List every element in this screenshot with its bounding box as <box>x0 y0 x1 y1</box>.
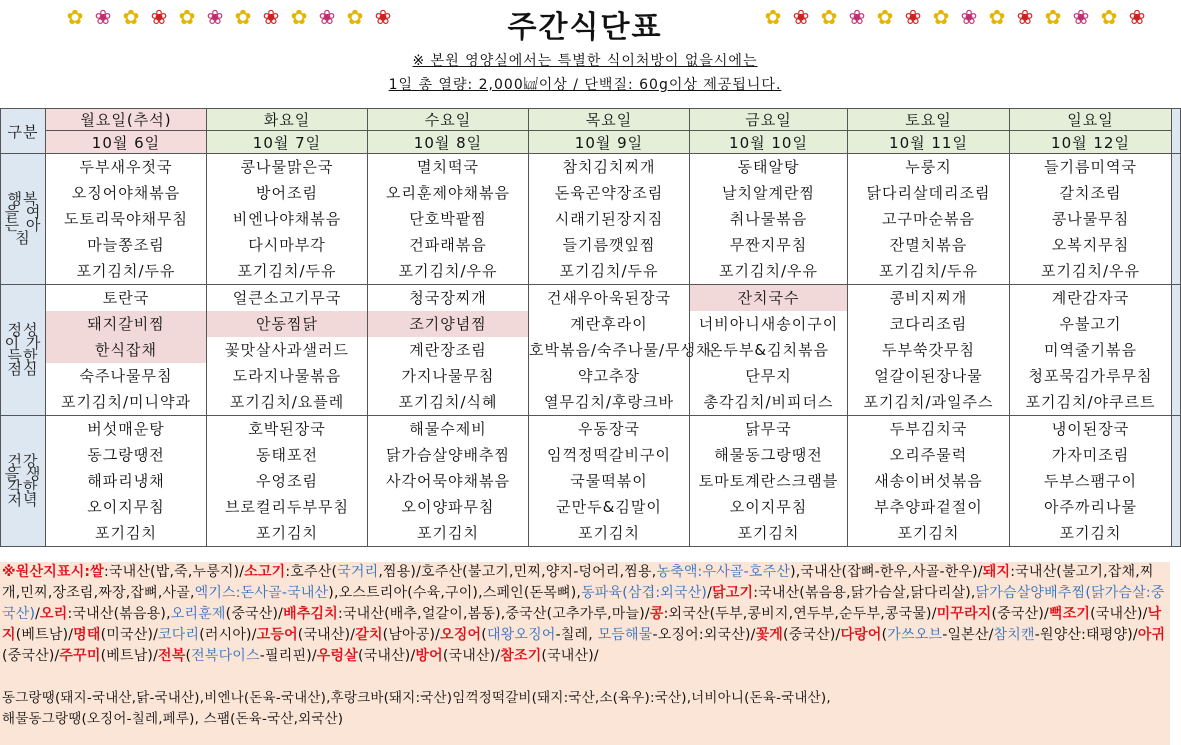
day-name: 토요일 <box>848 109 1010 131</box>
origin-segment: :국내산(밥,죽,누룽지)/ <box>103 564 245 580</box>
day-date: 10월 12일 <box>1010 131 1172 154</box>
menu-item: 두부새우젓국 <box>46 154 207 181</box>
menu-item: 단호박팥찜 <box>368 206 529 232</box>
menu-item: 두부쑥갓무침 <box>848 337 1010 363</box>
day-name: 목요일 <box>529 109 690 131</box>
page-header <box>0 0 1180 108</box>
menu-item: 토마토계란스크램블 <box>690 468 848 494</box>
menu-item: 사각어묵야채볶음 <box>368 468 529 494</box>
menu-item: 잔치국수 <box>690 285 848 312</box>
menu-item: 포기김치/우유 <box>690 258 848 285</box>
origin-notice <box>0 562 1170 745</box>
origin-segment: (중국산)/ <box>783 627 841 643</box>
menu-item: 가지나물무침 <box>368 363 529 389</box>
origin-segment: 대왕오징어 <box>486 627 556 643</box>
meal-label: 정성이 가득한 점심 <box>1 285 46 416</box>
origin-segment: (국내산)/ <box>1090 606 1148 622</box>
menu-item: 국물떡볶이 <box>529 468 690 494</box>
menu-item: 새송이버섯볶음 <box>848 468 1010 494</box>
menu-item: 한식잡채 <box>46 337 207 363</box>
menu-item: 숙주나물무침 <box>46 363 207 389</box>
origin-segment: 다랑어 <box>840 627 882 643</box>
menu-item: 콩비지찌개 <box>848 285 1010 312</box>
table-edge <box>1172 285 1181 416</box>
origin-segment: 전복 <box>158 648 186 664</box>
origin-segment: (국내산)/ <box>442 648 501 664</box>
origin-segment: ( <box>185 648 192 664</box>
menu-item: 포기김치 <box>529 520 690 547</box>
menu-item: 조기양념찜 <box>368 311 529 337</box>
day-date: 10월 6일 <box>46 131 207 154</box>
menu-item: 오이양파무침 <box>368 494 529 520</box>
flower-garland-left-icon: ✿ ❀ ✿ ❀ ✿ ❀ ✿ ❀ ✿ ❀ ✿ ❀ <box>66 5 392 29</box>
origin-segment: 뻑조기 <box>1048 606 1091 622</box>
menu-item: 돈육곤약장조림 <box>529 180 690 206</box>
menu-item: 열무김치/후랑크바 <box>529 389 690 416</box>
menu-item: 도라지나물볶음 <box>207 363 368 389</box>
menu-item: 총각김치/비피더스 <box>690 389 848 416</box>
origin-segment: 우렁살 <box>316 648 358 664</box>
day-name: 수요일 <box>368 109 529 131</box>
menu-item: 우엉조림 <box>207 468 368 494</box>
menu-item: 부추양파겉절이 <box>848 494 1010 520</box>
menu-item: 코다리조림 <box>848 311 1010 337</box>
menu-item: 포기김치 <box>46 520 207 547</box>
menu-item: 호박볶음/숙주나물/무생채 <box>529 337 690 363</box>
menu-item: 포기김치/과일주스 <box>848 389 1010 416</box>
menu-item: 가자미조림 <box>1010 442 1172 468</box>
day-date: 10월 8일 <box>368 131 529 154</box>
menu-item: 마늘쫑조림 <box>46 232 207 258</box>
menu-item: 도토리묵야채무침 <box>46 206 207 232</box>
menu-item: 포기김치/미니약과 <box>46 389 207 416</box>
origin-segment: 소고기 <box>244 564 286 580</box>
menu-item: 두부스팸구이 <box>1010 468 1172 494</box>
menu-item: 동그랑땡전 <box>46 442 207 468</box>
menu-item: 해파리냉채 <box>46 468 207 494</box>
day-date: 10월 10일 <box>690 131 848 154</box>
menu-item: 오복지무침 <box>1010 232 1172 258</box>
menu-item: 임꺽정떡갈비구이 <box>529 442 690 468</box>
day-name: 금요일 <box>690 109 848 131</box>
menu-item: 돼지갈비찜 <box>46 311 207 337</box>
menu-item: 닭무국 <box>690 416 848 443</box>
origin-segment: :호주산( <box>285 564 338 580</box>
menu-item: 동태포전 <box>207 442 368 468</box>
menu-item: 동태알탕 <box>690 154 848 181</box>
menu-item: 닭다리살데리조림 <box>848 180 1010 206</box>
menu-item: 포기김치/우유 <box>368 258 529 285</box>
origin-main-text <box>2 562 1168 667</box>
origin-segment: (국내산)/ <box>297 627 356 643</box>
page-title: 주간식단표 <box>507 10 663 45</box>
menu-item: 방어조림 <box>207 180 368 206</box>
day-name: 월요일(추석) <box>46 109 207 131</box>
menu-item: 들기름미역국 <box>1010 154 1172 181</box>
menu-item: 포기김치/두유 <box>848 258 1010 285</box>
menu-item: 콩나물무침 <box>1010 206 1172 232</box>
origin-segment: -오징어:외국산)/ <box>652 627 756 643</box>
menu-item: 포기김치 <box>207 520 368 547</box>
origin-segment: 코다리 <box>158 627 200 643</box>
origin-segment: (중국산)/ <box>2 648 60 664</box>
origin-segment: ( <box>481 627 487 643</box>
day-name: 화요일 <box>207 109 368 131</box>
menu-item: 아주까리나물 <box>1010 494 1172 520</box>
origin-segment: 배추김치 <box>283 606 338 622</box>
menu-item: 포기김치 <box>848 520 1010 547</box>
menu-item: 잔멸치볶음 <box>848 232 1010 258</box>
origin-segment: 고등어 <box>256 627 298 643</box>
origin-segment: 참조기 <box>500 648 542 664</box>
origin-segment: 아귀 <box>1137 627 1166 643</box>
origin-segment: (중국산)/ <box>225 606 284 622</box>
origin-segment: 동파육(삼겹:외국산) <box>581 585 708 601</box>
origin-extra-line2: 해물동그랑땡(오징어-칠레,페루), 스팸(돈육-국산,외국산) <box>2 711 344 727</box>
origin-segment: (베트남)/ <box>15 627 74 643</box>
origin-segment: 국거리 <box>337 564 379 580</box>
menu-item: 계란감자국 <box>1010 285 1172 312</box>
origin-segment: ( <box>881 627 888 643</box>
menu-item: 오리주물럭 <box>848 442 1010 468</box>
origin-segment: :국내산(배추,얼갈이,봄동),중국산(고추가루,마늘)/ <box>337 606 650 622</box>
menu-item: 오이지무침 <box>690 494 848 520</box>
origin-segment: :국내산(볶음용), <box>67 606 171 622</box>
menu-item: 참치김치찌개 <box>529 154 690 181</box>
menu-item: 취나물볶음 <box>690 206 848 232</box>
menu-item: 얼갈이된장나물 <box>848 363 1010 389</box>
origin-segment: (러시아)/ <box>199 627 257 643</box>
origin-segment: -필리핀)/ <box>259 648 317 664</box>
day-name: 일요일 <box>1010 109 1172 131</box>
menu-item: 약고추장 <box>529 363 690 389</box>
menu-item: 단무지 <box>690 363 848 389</box>
origin-segment: 닭가슴살양배추찜(닭가슴살:중국산) <box>2 585 1165 622</box>
origin-segment: / <box>707 585 713 601</box>
origin-segment: 돼지 <box>982 564 1011 580</box>
menu-item: 해물수제비 <box>368 416 529 443</box>
origin-segment: (미국산)/ <box>100 627 159 643</box>
menu-item: 계란장조림 <box>368 337 529 363</box>
origin-segment: 꽃게 <box>755 627 784 643</box>
menu-item: 호박된장국 <box>207 416 368 443</box>
menu-item: 시래기된장지짐 <box>529 206 690 232</box>
origin-segment: 모듬해물 <box>597 627 653 643</box>
menu-item: 오이지무침 <box>46 494 207 520</box>
flower-garland-right-icon: ✿ ❀ ✿ ❀ ✿ ❀ ✿ ❀ ✿ ❀ ✿ ❀ ✿ ❀ <box>764 5 1146 29</box>
menu-item: 포기김치/식혜 <box>368 389 529 416</box>
origin-segment: 오징어 <box>440 627 482 643</box>
menu-item: 콩나물맑은국 <box>207 154 368 181</box>
origin-segment: 참치캔 <box>993 627 1035 643</box>
menu-item: 오리훈제야채볶음 <box>368 180 529 206</box>
origin-segment: :국내산(불고기,잡채,찌개,민찌,장조림,짜장,잡뼈,사골, <box>2 564 1154 601</box>
menu-item: 오징어야채볶음 <box>46 180 207 206</box>
origin-segment: (국내산)/ <box>541 648 599 664</box>
menu-item: 얼큰소고기무국 <box>207 285 368 312</box>
table-edge <box>1172 154 1181 285</box>
table-edge <box>1172 109 1181 154</box>
menu-item: 브로컬리두부무침 <box>207 494 368 520</box>
menu-item: 비엔나야채볶음 <box>207 206 368 232</box>
menu-item: 우불고기 <box>1010 311 1172 337</box>
origin-segment: ,찜용)/호주산(불고기,민찌,양지-덩어리,찜용, <box>378 564 657 580</box>
origin-segment: ),국내산(잡뼈-한우,사골-한우)/ <box>790 564 983 580</box>
menu-item: 해물동그랑땡전 <box>690 442 848 468</box>
menu-item: 미역줄기볶음 <box>1010 337 1172 363</box>
meal-label: 행복을 여는 아침 <box>1 154 46 285</box>
menu-item: 포기김치/두유 <box>207 258 368 285</box>
menu-item: 계란후라이 <box>529 311 690 337</box>
origin-segment: -일본산/ <box>942 627 994 643</box>
origin-segment: :국내산(볶음용,닭가슴살,닭다리살), <box>753 585 976 601</box>
origin-segment: :외국산(두부,콩비지,연두부,순두부,콩국물)/ <box>663 606 937 622</box>
menu-item: 무짠지무침 <box>690 232 848 258</box>
day-date: 10월 7일 <box>207 131 368 154</box>
origin-segment: (남아공)/ <box>382 627 441 643</box>
origin-segment: (중국산)/ <box>991 606 1049 622</box>
meal-label: 건강을 생각한 저녁 <box>1 416 46 547</box>
origin-segment: -원양산:태평양)/ <box>1034 627 1138 643</box>
nutrition-note-line1: ※ 본원 영양실에서는 특별한 식이처방이 없을시에는 <box>412 53 758 69</box>
origin-extra-line1: 동그랑땡(돼지-국내산,닭-국내산),비엔나(돈육-국내산),후랑크바(돼지:국산)임꺽정떡갈비(돼지:국산,소(육우):국산),너비아니(돈육-국내산), <box>2 690 831 706</box>
origin-segment: 가쓰오브 <box>887 627 943 643</box>
menu-item: 포기김치 <box>690 520 848 547</box>
menu-item: 날치알계란찜 <box>690 180 848 206</box>
origin-segment: 농축액:우사골-호주산 <box>656 564 791 580</box>
menu-item: 군만두&김말이 <box>529 494 690 520</box>
menu-item: 다시마부각 <box>207 232 368 258</box>
origin-segment: ※원산지표시: <box>2 564 91 580</box>
menu-item: 고구마순볶음 <box>848 206 1010 232</box>
origin-segment: / <box>35 606 41 622</box>
menu-item: 청국장찌개 <box>368 285 529 312</box>
day-date: 10월 9일 <box>529 131 690 154</box>
day-date: 10월 11일 <box>848 131 1010 154</box>
menu-item: 안동찜닭 <box>207 311 368 337</box>
weekly-menu-table <box>0 108 1181 547</box>
origin-segment: 방어 <box>415 648 443 664</box>
menu-item: 꽃맛살사과샐러드 <box>207 337 368 363</box>
menu-item: 들기름깻잎찜 <box>529 232 690 258</box>
menu-item: 냉이된장국 <box>1010 416 1172 443</box>
menu-item: 포기김치 <box>1010 520 1172 547</box>
table-edge <box>1172 416 1181 547</box>
menu-item: 온두부&김치볶음 <box>690 337 848 363</box>
origin-segment: 오리 <box>40 606 68 622</box>
menu-item: 토란국 <box>46 285 207 312</box>
menu-item: 포기김치/야쿠르트 <box>1010 389 1172 416</box>
origin-segment: 오리훈제 <box>170 606 226 622</box>
origin-segment: 낙지 <box>2 606 1162 643</box>
menu-item: 버섯매운탕 <box>46 416 207 443</box>
menu-item: 건파래볶음 <box>368 232 529 258</box>
menu-item: 너비아니새송이구이 <box>690 311 848 337</box>
origin-segment: ),오스트리아(수육,구이),스페인(돈목뼈), <box>328 585 582 601</box>
menu-item: 건새우아욱된장국 <box>529 285 690 312</box>
menu-item: 청포묵김가루무침 <box>1010 363 1172 389</box>
gubun-header: 구분 <box>1 109 46 154</box>
origin-segment: (베트남)/ <box>100 648 159 664</box>
origin-segment: (국내산)/ <box>357 648 416 664</box>
origin-segment: 미꾸라지 <box>936 606 992 622</box>
origin-segment: 명태 <box>73 627 101 643</box>
menu-item: 포기김치 <box>368 520 529 547</box>
menu-item: 포기김치/두유 <box>46 258 207 285</box>
menu-item: 포기김치/우유 <box>1010 258 1172 285</box>
menu-item: 포기김치/요플레 <box>207 389 368 416</box>
origin-segment: 콩 <box>649 606 664 622</box>
menu-item: 멸치떡국 <box>368 154 529 181</box>
menu-item: 두부김치국 <box>848 416 1010 443</box>
origin-segment: 닭고기 <box>712 585 754 601</box>
origin-segment: 전복다이스 <box>191 648 260 664</box>
menu-item: 닭가슴살양배추찜 <box>368 442 529 468</box>
origin-blank-line <box>2 667 1168 688</box>
menu-item: 갈치조림 <box>1010 180 1172 206</box>
origin-segment: 엑기스:돈사골-국내산 <box>194 585 329 601</box>
origin-segment: 주꾸미 <box>59 648 101 664</box>
nutrition-note-line2: 1일 총 열량: 2,000㎉이상 / 단백질: 60g이상 제공됩니다. <box>388 77 782 93</box>
origin-segment: 쌀 <box>90 564 104 580</box>
menu-item: 포기김치/두유 <box>529 258 690 285</box>
origin-segment: 갈치 <box>355 627 383 643</box>
menu-item: 우동장국 <box>529 416 690 443</box>
menu-item: 누룽지 <box>848 154 1010 181</box>
origin-segment: -칠레, <box>555 627 598 643</box>
